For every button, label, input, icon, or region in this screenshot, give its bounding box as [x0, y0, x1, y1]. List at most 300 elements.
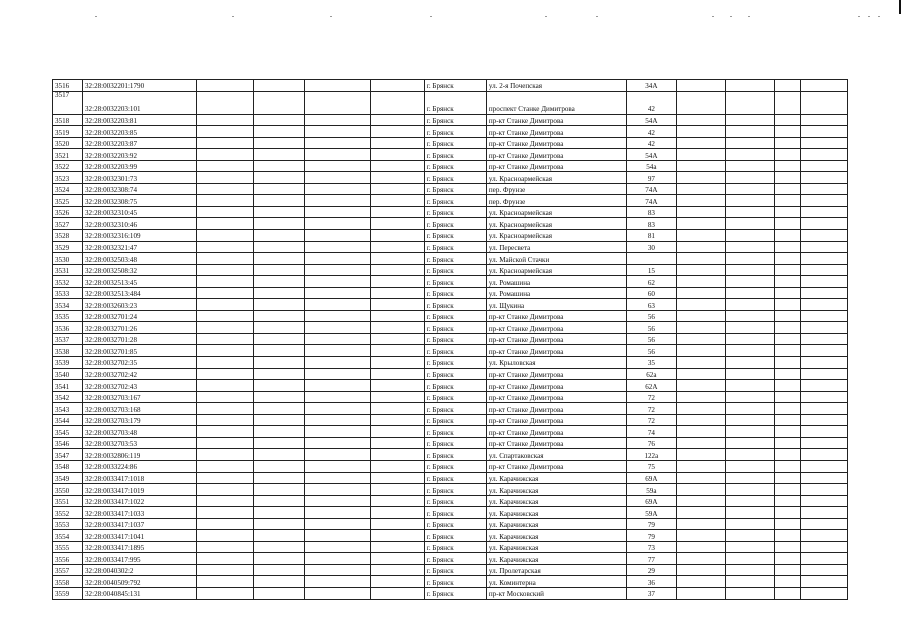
empty-cell [371, 391, 425, 403]
empty-cell [725, 218, 774, 230]
city-cell: г. Брянск [424, 368, 486, 380]
empty-cell [304, 183, 370, 195]
street-cell: пр-кт Станке Димитрова [486, 437, 626, 449]
city-cell: г. Брянск [424, 380, 486, 392]
empty-cell [254, 414, 304, 426]
house-number-cell: 122а [627, 449, 676, 461]
city-cell: г. Брянск [424, 530, 486, 542]
street-cell: проспект Станке Димитрова [486, 91, 626, 114]
empty-cell [304, 530, 370, 542]
cadastral-number-cell: 32:28:0032321:47 [83, 241, 197, 253]
empty-cell [196, 553, 254, 565]
street-cell: пр-кт Станке Димитрова [486, 126, 626, 138]
empty-cell [254, 530, 304, 542]
row-number-cell: 3549 [53, 472, 83, 484]
empty-cell [196, 426, 254, 438]
empty-cell [775, 195, 801, 207]
empty-cell [800, 426, 847, 438]
cadastral-number-cell: 32:28:0033224:86 [83, 460, 197, 472]
empty-cell [725, 460, 774, 472]
row-number-cell: 3539 [53, 357, 83, 369]
empty-cell [676, 460, 725, 472]
empty-cell [196, 333, 254, 345]
empty-cell [371, 114, 425, 126]
empty-cell [800, 472, 847, 484]
empty-cell [676, 183, 725, 195]
registry-table-body [53, 80, 848, 600]
empty-cell [254, 333, 304, 345]
cadastral-number-cell: 32:28:0040302:2 [83, 564, 197, 576]
table-row [53, 391, 848, 403]
house-number-cell: 72 [627, 391, 676, 403]
empty-cell [254, 126, 304, 138]
cadastral-number-cell: 32:28:0033417:1018 [83, 472, 197, 484]
empty-cell [775, 218, 801, 230]
cadastral-number-cell: 32:28:0032203:92 [83, 149, 197, 161]
empty-cell [725, 91, 774, 114]
house-number-cell: 62А [627, 380, 676, 392]
empty-cell [800, 264, 847, 276]
empty-cell [800, 495, 847, 507]
empty-cell [725, 160, 774, 172]
empty-cell [254, 495, 304, 507]
cadastral-number-cell: 32:28:0032508:32 [83, 264, 197, 276]
street-cell: пр-кт Станке Димитрова [486, 149, 626, 161]
empty-cell [196, 414, 254, 426]
empty-cell [725, 322, 774, 334]
empty-cell [725, 576, 774, 588]
street-cell: ул. Карачижская [486, 495, 626, 507]
empty-cell [196, 287, 254, 299]
street-cell: ул. Коминтерна [486, 576, 626, 588]
cadastral-number-cell: 32:28:0032310:46 [83, 218, 197, 230]
empty-cell [725, 357, 774, 369]
empty-cell [304, 91, 370, 114]
empty-cell [775, 576, 801, 588]
empty-cell [254, 299, 304, 311]
empty-cell [196, 380, 254, 392]
house-number-cell: 56 [627, 333, 676, 345]
empty-cell [725, 368, 774, 380]
empty-cell [800, 80, 847, 92]
empty-cell [725, 495, 774, 507]
city-cell: г. Брянск [424, 484, 486, 496]
empty-cell [196, 241, 254, 253]
empty-cell [304, 495, 370, 507]
cadastral-number-cell: 32:28:0033417:1041 [83, 530, 197, 542]
empty-cell [371, 276, 425, 288]
empty-cell [676, 357, 725, 369]
empty-cell [371, 80, 425, 92]
table-row [53, 495, 848, 507]
empty-cell [775, 160, 801, 172]
empty-cell [196, 126, 254, 138]
empty-cell [676, 218, 725, 230]
empty-cell [725, 241, 774, 253]
empty-cell [254, 472, 304, 484]
row-number-cell: 3528 [53, 230, 83, 242]
street-cell: пр-кт Станке Димитрова [486, 391, 626, 403]
empty-cell [800, 218, 847, 230]
street-cell: пр-кт Станке Димитрова [486, 368, 626, 380]
empty-cell [304, 518, 370, 530]
table-row [53, 414, 848, 426]
street-cell: ул. Красноармейская [486, 230, 626, 242]
city-cell: г. Брянск [424, 391, 486, 403]
cadastral-number-cell: 32:28:0032702:42 [83, 368, 197, 380]
empty-cell [196, 391, 254, 403]
empty-cell [676, 426, 725, 438]
empty-cell [304, 576, 370, 588]
empty-cell [725, 310, 774, 322]
empty-cell [775, 91, 801, 114]
empty-cell [676, 518, 725, 530]
empty-cell [725, 391, 774, 403]
table-row [53, 160, 848, 172]
row-number-cell: 3558 [53, 576, 83, 588]
empty-cell [304, 380, 370, 392]
empty-cell [725, 414, 774, 426]
empty-cell [371, 495, 425, 507]
row-number-cell: 3546 [53, 437, 83, 449]
empty-cell [371, 357, 425, 369]
cadastral-number-cell: 32:28:0033417:1033 [83, 507, 197, 519]
house-number-cell [627, 253, 676, 265]
empty-cell [254, 241, 304, 253]
empty-cell [725, 426, 774, 438]
empty-cell [196, 345, 254, 357]
city-cell: г. Брянск [424, 91, 486, 114]
row-number-cell: 3547 [53, 449, 83, 461]
row-number-cell: 3541 [53, 380, 83, 392]
house-number-cell: 74А [627, 183, 676, 195]
house-number-cell: 59а [627, 484, 676, 496]
empty-cell [775, 241, 801, 253]
empty-cell [371, 333, 425, 345]
table-row [53, 553, 848, 565]
table-row [53, 368, 848, 380]
row-number-cell: 3555 [53, 541, 83, 553]
empty-cell [304, 195, 370, 207]
empty-cell [304, 287, 370, 299]
empty-cell [254, 149, 304, 161]
empty-cell [371, 587, 425, 599]
empty-cell [304, 80, 370, 92]
empty-cell [676, 587, 725, 599]
city-cell: г. Брянск [424, 541, 486, 553]
city-cell: г. Брянск [424, 114, 486, 126]
empty-cell [800, 137, 847, 149]
empty-cell [725, 299, 774, 311]
empty-cell [775, 287, 801, 299]
cadastral-number-cell: 32:28:0032316:109 [83, 230, 197, 242]
empty-cell [254, 287, 304, 299]
empty-cell [676, 345, 725, 357]
cadastral-number-cell: 32:28:0033417:1022 [83, 495, 197, 507]
cadastral-number-cell: 32:28:0032806:119 [83, 449, 197, 461]
empty-cell [196, 114, 254, 126]
empty-cell [725, 333, 774, 345]
city-cell: г. Брянск [424, 160, 486, 172]
row-number-cell: 3518 [53, 114, 83, 126]
empty-cell [304, 587, 370, 599]
city-cell: г. Брянск [424, 264, 486, 276]
empty-cell [254, 449, 304, 461]
empty-cell [676, 195, 725, 207]
empty-cell [775, 299, 801, 311]
empty-cell [725, 472, 774, 484]
city-cell: г. Брянск [424, 172, 486, 184]
empty-cell [196, 403, 254, 415]
street-cell: пр-кт Станке Димитрова [486, 114, 626, 126]
street-cell: пр-кт Московский [486, 587, 626, 599]
street-cell: пр-кт Станке Димитрова [486, 345, 626, 357]
city-cell: г. Брянск [424, 276, 486, 288]
city-cell: г. Брянск [424, 310, 486, 322]
row-number-cell: 3552 [53, 507, 83, 519]
city-cell: г. Брянск [424, 287, 486, 299]
empty-cell [304, 403, 370, 415]
house-number-cell: 63 [627, 299, 676, 311]
empty-cell [254, 345, 304, 357]
empty-cell [800, 333, 847, 345]
house-number-cell: 62а [627, 368, 676, 380]
row-number-cell: 3550 [53, 484, 83, 496]
cadastral-number-cell: 32:28:0032203:101 [83, 91, 197, 114]
city-cell: г. Брянск [424, 437, 486, 449]
empty-cell [304, 172, 370, 184]
city-cell: г. Брянск [424, 518, 486, 530]
table-row [53, 206, 848, 218]
empty-cell [196, 195, 254, 207]
empty-cell [676, 541, 725, 553]
city-cell: г. Брянск [424, 322, 486, 334]
empty-cell [775, 472, 801, 484]
empty-cell [254, 541, 304, 553]
cadastral-number-cell: 32:28:0033417:1895 [83, 541, 197, 553]
street-cell: пр-кт Станке Димитрова [486, 160, 626, 172]
table-row [53, 380, 848, 392]
empty-cell [254, 195, 304, 207]
empty-cell [775, 403, 801, 415]
empty-cell [800, 460, 847, 472]
table-row [53, 345, 848, 357]
street-cell: ул. Пересвета [486, 241, 626, 253]
cadastral-number-cell: 32:28:0032701:28 [83, 333, 197, 345]
empty-cell [304, 437, 370, 449]
street-cell: ул. 2-я Почепская [486, 80, 626, 92]
empty-cell [676, 553, 725, 565]
empty-cell [676, 80, 725, 92]
row-number-cell: 3545 [53, 426, 83, 438]
row-number-cell: 3524 [53, 183, 83, 195]
street-cell: ул. Ромашина [486, 276, 626, 288]
house-number-cell: 15 [627, 264, 676, 276]
scan-edge-mark [899, 0, 901, 14]
house-number-cell: 35 [627, 357, 676, 369]
empty-cell [725, 403, 774, 415]
empty-cell [304, 391, 370, 403]
empty-cell [196, 357, 254, 369]
empty-cell [725, 287, 774, 299]
street-cell: ул. Красноармейская [486, 206, 626, 218]
empty-cell [304, 368, 370, 380]
empty-cell [800, 449, 847, 461]
street-cell: ул. Красноармейская [486, 218, 626, 230]
empty-cell [196, 484, 254, 496]
empty-cell [304, 114, 370, 126]
empty-cell [775, 564, 801, 576]
empty-cell [800, 299, 847, 311]
city-cell: г. Брянск [424, 553, 486, 565]
house-number-cell: 54а [627, 160, 676, 172]
table-row [53, 299, 848, 311]
empty-cell [196, 91, 254, 114]
empty-cell [371, 518, 425, 530]
empty-cell [800, 195, 847, 207]
city-cell: г. Брянск [424, 576, 486, 588]
row-number-cell: 3557 [53, 564, 83, 576]
empty-cell [800, 368, 847, 380]
house-number-cell: 42 [627, 137, 676, 149]
table-row [53, 80, 848, 92]
empty-cell [254, 322, 304, 334]
street-cell: пр-кт Станке Димитрова [486, 310, 626, 322]
empty-cell [676, 241, 725, 253]
row-number-cell: 3548 [53, 460, 83, 472]
empty-cell [254, 426, 304, 438]
empty-cell [254, 80, 304, 92]
empty-cell [676, 114, 725, 126]
empty-cell [800, 576, 847, 588]
city-cell: г. Брянск [424, 183, 486, 195]
empty-cell [775, 276, 801, 288]
empty-cell [304, 241, 370, 253]
house-number-cell: 60 [627, 287, 676, 299]
empty-cell [196, 160, 254, 172]
empty-cell [775, 368, 801, 380]
empty-cell [196, 137, 254, 149]
empty-cell [254, 91, 304, 114]
empty-cell [676, 253, 725, 265]
empty-cell [254, 357, 304, 369]
street-cell: ул. Карачижская [486, 553, 626, 565]
empty-cell [254, 437, 304, 449]
empty-cell [775, 587, 801, 599]
empty-cell [254, 253, 304, 265]
empty-cell [304, 322, 370, 334]
empty-cell [775, 530, 801, 542]
table-row [53, 183, 848, 195]
table-row [53, 530, 848, 542]
empty-cell [254, 172, 304, 184]
empty-cell [676, 149, 725, 161]
city-cell: г. Брянск [424, 333, 486, 345]
empty-cell [254, 484, 304, 496]
cadastral-number-cell: 32:28:0032310:45 [83, 206, 197, 218]
empty-cell [725, 530, 774, 542]
empty-cell [800, 357, 847, 369]
street-cell: ул. Карачижская [486, 507, 626, 519]
empty-cell [371, 484, 425, 496]
house-number-cell: 62 [627, 276, 676, 288]
house-number-cell: 56 [627, 345, 676, 357]
empty-cell [800, 345, 847, 357]
street-cell: ул. Карачижская [486, 541, 626, 553]
empty-cell [725, 114, 774, 126]
city-cell: г. Брянск [424, 80, 486, 92]
street-cell: пер. Фрунзе [486, 195, 626, 207]
empty-cell [725, 230, 774, 242]
street-cell: пр-кт Станке Димитрова [486, 322, 626, 334]
cadastral-number-cell: 32:28:0032703:167 [83, 391, 197, 403]
empty-cell [304, 253, 370, 265]
empty-cell [676, 276, 725, 288]
cadastral-number-cell: 32:28:0032703:168 [83, 403, 197, 415]
street-cell: пр-кт Станке Димитрова [486, 460, 626, 472]
cadastral-number-cell: 32:28:0032513:484 [83, 287, 197, 299]
empty-cell [304, 426, 370, 438]
empty-cell [725, 206, 774, 218]
empty-cell [304, 137, 370, 149]
empty-cell [304, 230, 370, 242]
empty-cell [196, 587, 254, 599]
empty-cell [254, 587, 304, 599]
empty-cell [725, 564, 774, 576]
table-row [53, 437, 848, 449]
empty-cell [800, 507, 847, 519]
empty-cell [800, 484, 847, 496]
empty-cell [254, 206, 304, 218]
table-row [53, 287, 848, 299]
row-number-cell: 3535 [53, 310, 83, 322]
empty-cell [196, 264, 254, 276]
empty-cell [775, 137, 801, 149]
cadastral-number-cell: 32:28:0032308:74 [83, 183, 197, 195]
row-number-cell: 3559 [53, 587, 83, 599]
scan-noise [0, 10, 905, 22]
city-cell: г. Брянск [424, 241, 486, 253]
empty-cell [196, 449, 254, 461]
empty-cell [725, 541, 774, 553]
empty-cell [800, 518, 847, 530]
empty-cell [800, 230, 847, 242]
empty-cell [371, 414, 425, 426]
empty-cell [725, 380, 774, 392]
house-number-cell: 77 [627, 553, 676, 565]
empty-cell [676, 484, 725, 496]
empty-cell [196, 564, 254, 576]
street-cell: пер. Фрунзе [486, 183, 626, 195]
empty-cell [196, 183, 254, 195]
empty-cell [371, 149, 425, 161]
empty-cell [775, 310, 801, 322]
empty-cell [775, 553, 801, 565]
cadastral-number-cell: 32:28:0032201:1790 [83, 80, 197, 92]
empty-cell [725, 276, 774, 288]
empty-cell [676, 564, 725, 576]
empty-cell [371, 380, 425, 392]
empty-cell [254, 230, 304, 242]
empty-cell [725, 172, 774, 184]
street-cell: пр-кт Станке Димитрова [486, 426, 626, 438]
empty-cell [676, 437, 725, 449]
empty-cell [304, 160, 370, 172]
empty-cell [725, 587, 774, 599]
house-number-cell: 69А [627, 495, 676, 507]
house-number-cell: 76 [627, 437, 676, 449]
street-cell: пр-кт Станке Димитрова [486, 380, 626, 392]
